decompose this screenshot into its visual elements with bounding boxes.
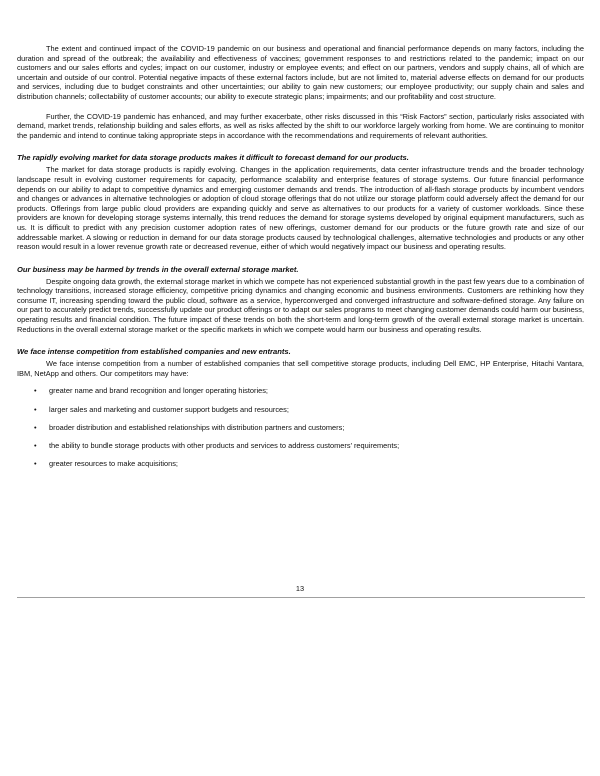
- paragraph-competition: We face intense competition from a number of established companies that sell competitive storage products, including Dell EMC, HP Enterprise, Hitachi Vantara, IBM, NetApp and others. Our competitors may have:: [17, 359, 584, 378]
- bullet-icon: •: [34, 440, 37, 450]
- list-item: [17, 423, 584, 433]
- section-heading-competition: We face intense competition from established companies and new entrants.: [17, 347, 291, 357]
- paragraph-covid-impact: The extent and continued impact of the COVID-19 pandemic on our business and operational and financial performance depends on many factors, including the duration and spread of the outbreak; the availability and effectiveness of vaccines; government responses to and restrictions related to the pandemic; impact on our customers and our sales efforts and cycles; impact on our customer, industry or employee events; and effect on our partners, vendors and supply chains, all of which are uncertain and outside of our control. Potential negative impacts of these external factors include, but are not limited to, material adverse effects on demand for our products and services, including due to budget constraints and other uncertainties; our ability to gain new customers; our employee productivity; our supply chain and sales and distribution channels; collectability of customer accounts; our ability to execute strategic plans; impairments; and our profitability and cost structure.: [17, 44, 584, 101]
- list-item: [17, 386, 584, 396]
- list-item-text: broader distribution and established relationships with distribution partners and customers;: [49, 422, 345, 432]
- competitor-advantages-list: [17, 386, 584, 468]
- section-heading-market-evolving: The rapidly evolving market for data storage products makes it difficult to forecast demand for our products.: [17, 153, 409, 163]
- page-footer-divider: [17, 597, 585, 598]
- paragraph-covid-risks: Further, the COVID-19 pandemic has enhanced, and may further exacerbate, other risks discussed in this “Risk Factors” section, particularly risks associated with demand, market trends, relationship building and sales efforts, as well as risks affected by the shift to our workforce largely working from home. We are continuing to monitor the pandemic and intend to continue taking appropriate steps in accordance with the recommendations and requirements of relevant authorities.: [17, 111, 584, 140]
- bullet-icon: •: [34, 386, 37, 396]
- paragraph-market-evolving: The market for data storage products is rapidly evolving. Changes in the application requirements, data center infrastructure trends and the broader technology landscape result in evolving customer requirements for capacity, performance scalability and enterprise features of storage systems. Our future financial performance depends on our ability to adapt to competitive dynamics and emerging customer demands and trends. The introduction of all-flash storage products by incumbent vendors and changes or advances in alternative technologies or adoption of cloud storage offerings that do not utilize our storage platform could adversely affect the demand for our products. Offerings from large public cloud providers are expanding quickly and serve as alternatives to our products for a variety of customer workloads. Since these providers are known for developing storage systems internally, this trend reduces the demand for storage systems developed by original equipment manufacturers, such as us. It is difficult to predict with any precision customer adoption rates of new offerings, customer demand for our products or the future growth rate and size of our addressable market. A slowing or reduction in demand for our data storage products caused by technological challenges, alternative technologies and products or any other reason would result in a lower revenue growth rate or decreased revenue, either of which would negatively impact our business and operating results.: [17, 165, 584, 252]
- list-item-text: greater resources to make acquisitions;: [49, 458, 178, 468]
- list-item-text: greater name and brand recognition and longer operating histories;: [49, 386, 268, 396]
- page-number: 13: [295, 584, 305, 593]
- list-item: [17, 441, 584, 451]
- list-item: [17, 459, 584, 469]
- bullet-icon: •: [34, 422, 37, 432]
- section-heading-storage-trends: Our business may be harmed by trends in the overall external storage market.: [17, 264, 299, 274]
- paragraph-storage-trends: Despite ongoing data growth, the external storage market in which we compete has not experienced substantial growth in the past few years due to a combination of technology transitions, increased storage efficiency, competitive pricing dynamics and changing economic and business environments. Customers are rethinking how they consume IT, increasing spending toward the public cloud, software as a service, hyperconverged and converged infrastructure and software-defined storage. Any failure on our part to accurately predict trends, successfully update our product offerings or to adapt our sales programs to meet changing customer demands could harm our business, operating results and financial condition. The future impact of these trends on both the short-term and long-term growth of the overall external storage market is uncertain. Reductions in the overall external storage market or the specific markets in which we compete would harm our business and operating results.: [17, 276, 584, 334]
- list-item: [17, 405, 584, 415]
- bullet-icon: •: [34, 458, 37, 468]
- list-item-text: larger sales and marketing and customer support budgets and resources;: [49, 404, 289, 414]
- bullet-icon: •: [34, 404, 37, 414]
- document-page: [17, 44, 584, 477]
- list-item-text: the ability to bundle storage products with other products and services to address customers’ requirements;: [49, 440, 400, 450]
